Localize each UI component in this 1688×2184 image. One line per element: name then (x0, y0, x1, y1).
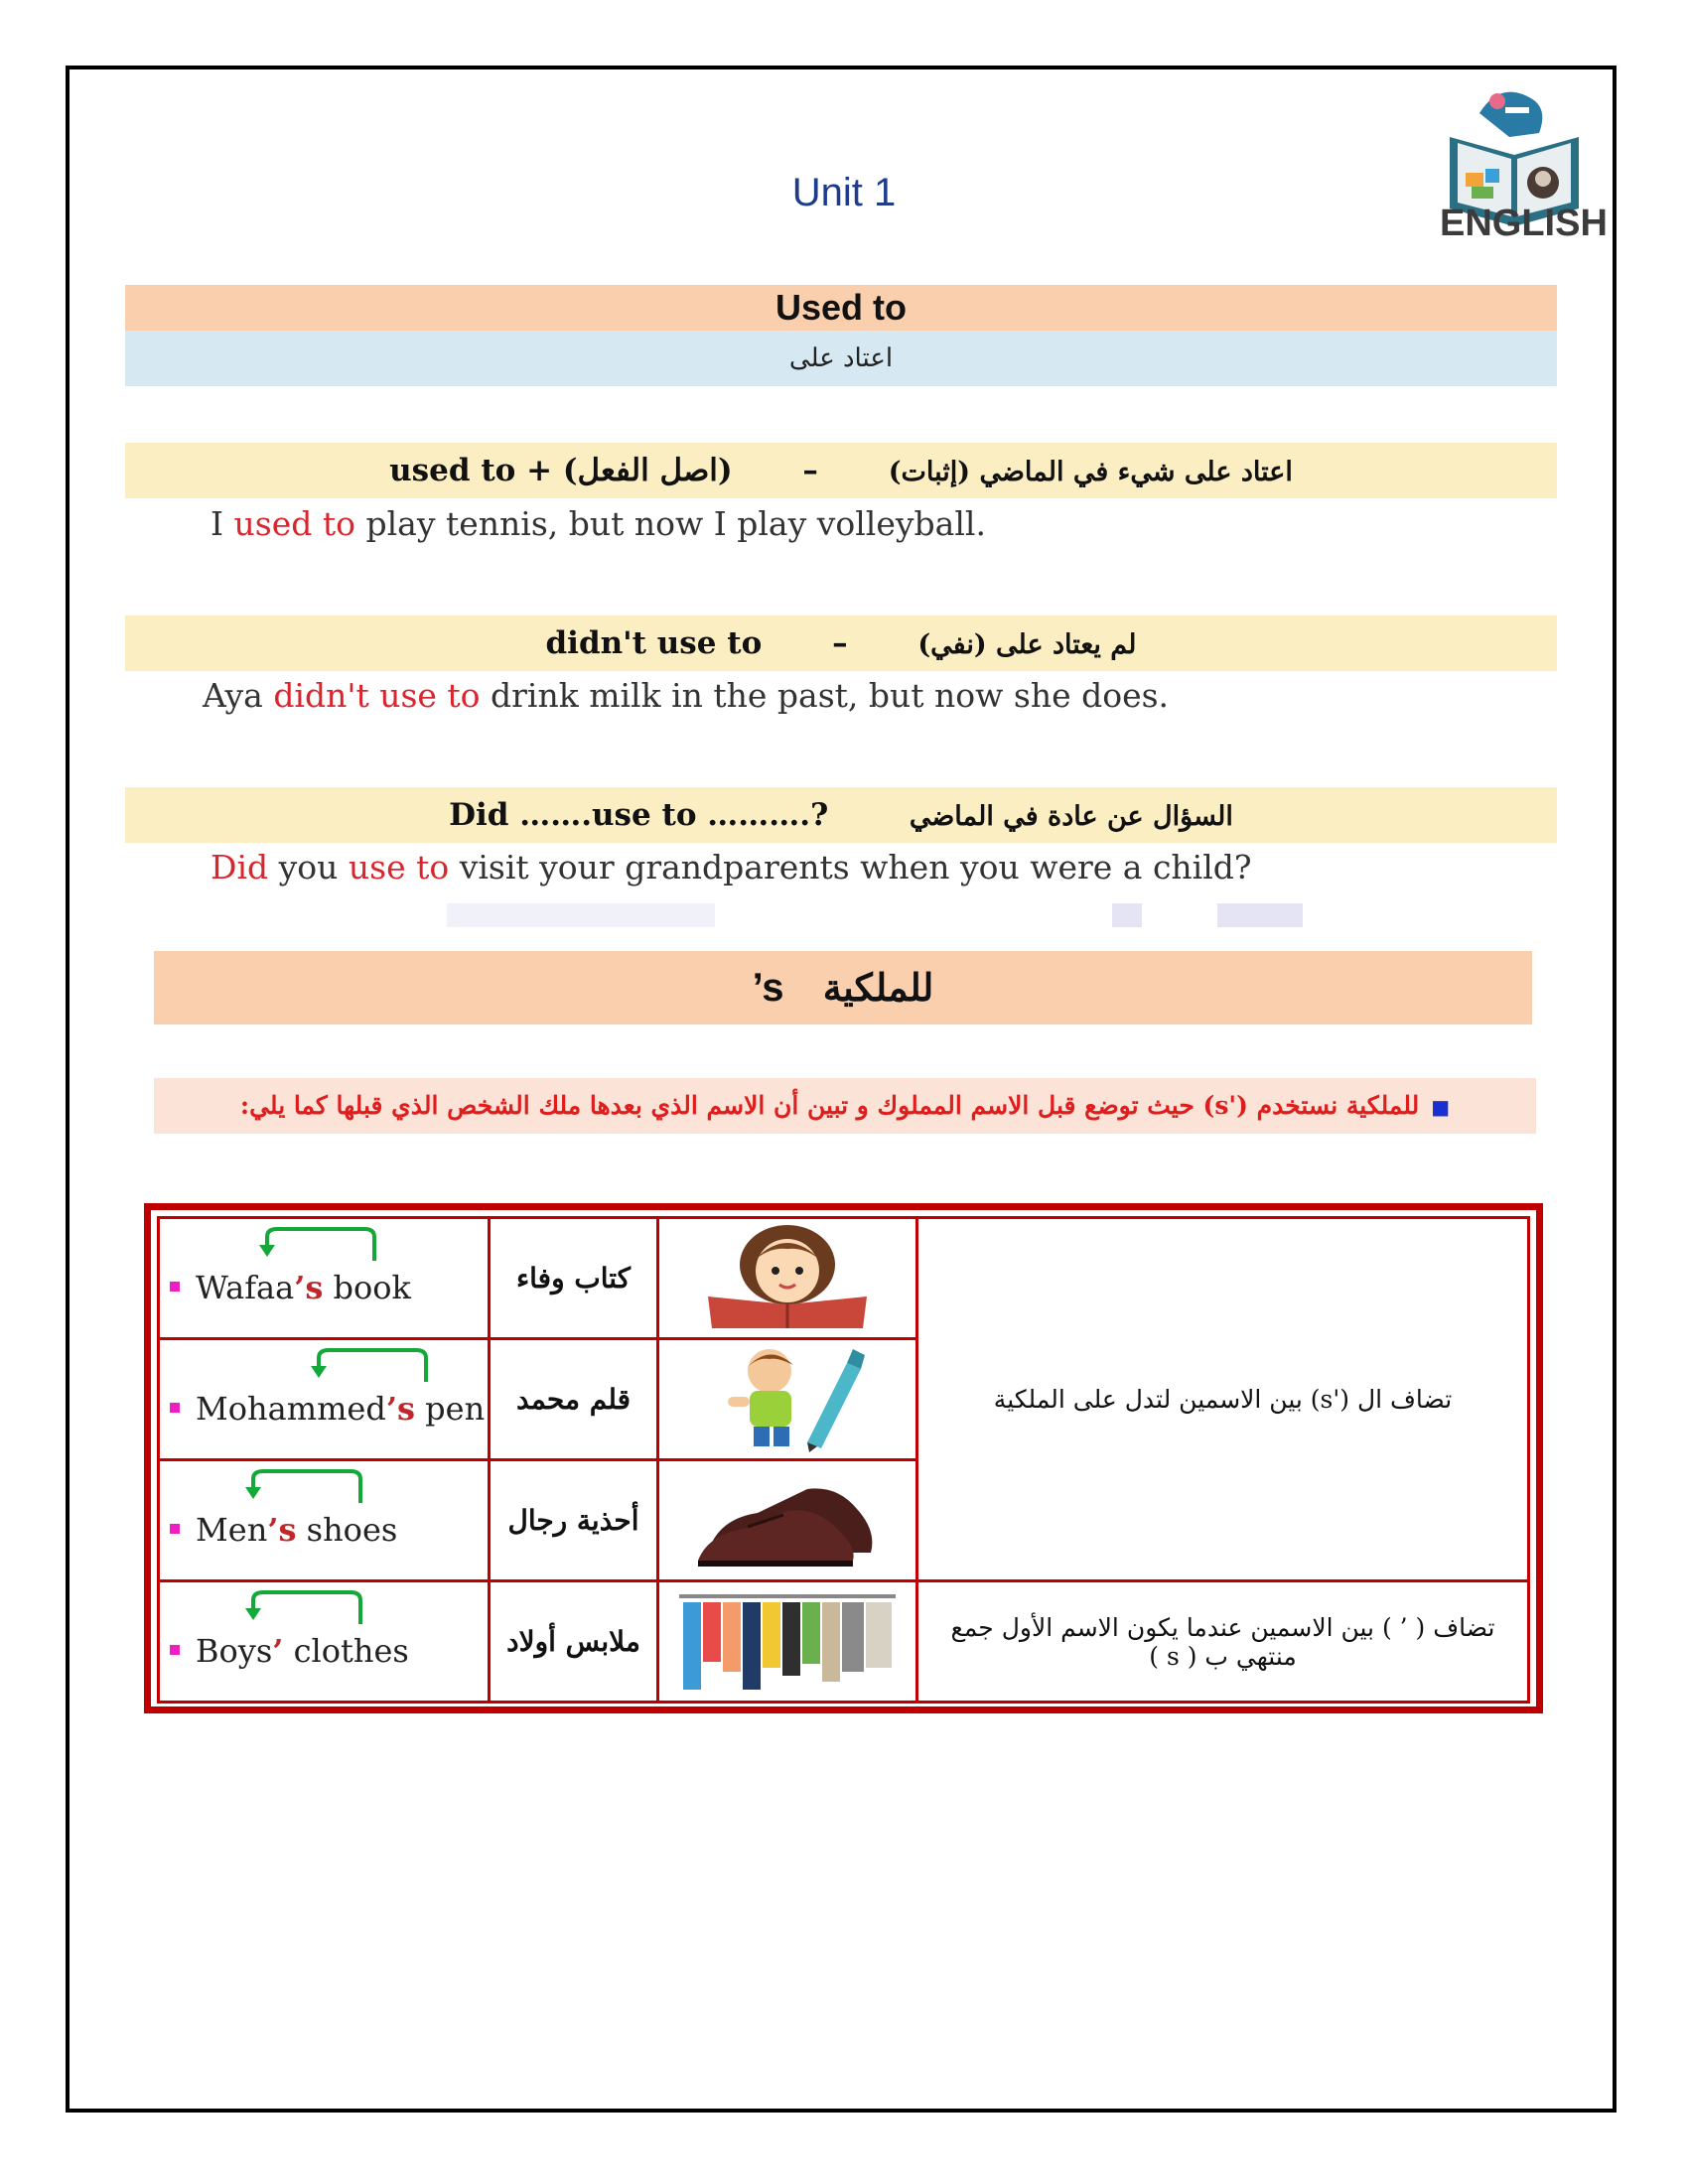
used-to-title-ar: اعتاد على (125, 331, 1557, 386)
arabic-translation: أحذية رجال (490, 1460, 658, 1581)
rule-negative (125, 615, 1557, 671)
example-highlight: didn't use to (273, 676, 481, 715)
rule-formula: used to + (اصل الفعل) (389, 453, 733, 488)
possessive-title (154, 951, 1532, 1024)
example-affirmative (211, 504, 986, 543)
rule-affirmative (125, 443, 1557, 498)
owner-text: Wafaa (196, 1268, 295, 1306)
thing-text: shoes (296, 1510, 398, 1549)
arabic-translation: كتاب وفاء (490, 1218, 658, 1339)
girl-reading-image (658, 1218, 917, 1339)
table-row (159, 1339, 490, 1460)
example-question (211, 848, 1252, 887)
possessive-mark: ’s (267, 1510, 297, 1549)
possessive-note-text: للملكية نستخدم ('s) حيث توضع قبل الاسم المملوك و تبين أن الاسم الذي بعدها ملك الشخص الذي قبلها كما يلي: (239, 1091, 1420, 1120)
owner-text: Mohammed (196, 1389, 386, 1428)
logo-text: ENGLISH (1440, 203, 1608, 244)
possessive-mark: ’s (294, 1268, 324, 1306)
rule-dash: – (832, 625, 848, 661)
possessive-note (154, 1078, 1536, 1134)
curved-arrow-icon (241, 1467, 370, 1507)
watermark-strip (1217, 903, 1303, 927)
curved-arrow-icon (255, 1225, 384, 1265)
rule-singular: تضاف ال ('s) بين الاسمين لتدل على الملكية (917, 1218, 1529, 1581)
table-row (159, 1581, 490, 1703)
table-row (159, 1460, 490, 1581)
shoes-image (658, 1460, 917, 1581)
example-highlight: Did (211, 848, 269, 887)
example-text: drink milk in the past, but now she does. (480, 676, 1170, 715)
owner-text: Boys (196, 1631, 273, 1670)
rule-formula: Did …….use to ……….? (449, 797, 829, 833)
watermark-strip (1112, 903, 1142, 927)
rule-meaning-ar: اعتاد على شيء في الماضي (إثبات) (888, 457, 1293, 487)
possessive-mark: ’ (272, 1631, 284, 1670)
thing-text: pen (414, 1389, 486, 1428)
used-to-title: Used to (125, 285, 1557, 331)
bullet-icon: ■ (1431, 1095, 1451, 1119)
watermark-strip (447, 903, 715, 927)
possessive-title-s: ’s (752, 966, 784, 1010)
thing-text: book (323, 1268, 411, 1306)
clothes-rack-image (658, 1581, 917, 1703)
possessive-mark: ’s (385, 1389, 415, 1428)
example-text: Aya (203, 676, 274, 715)
curved-arrow-icon (241, 1588, 370, 1628)
possessive-table (144, 1203, 1543, 1713)
owner-text: Men (196, 1510, 268, 1549)
arabic-translation: قلم محمد (490, 1339, 658, 1460)
rule-question (125, 787, 1557, 843)
rule-formula: didn't use to (545, 625, 763, 661)
rule-plural: تضاف ( ’ ) بين الاسمين عندما يكون الاسم الأول جمع منتهي ب ( s ) (917, 1581, 1529, 1703)
example-text: I (211, 504, 234, 543)
example-text: you (268, 848, 349, 887)
possessive-title-ar: للملكية (822, 965, 934, 1010)
rule-meaning-ar: لم يعتاد على (نفي) (917, 629, 1137, 660)
unit-title: Unit 1 (791, 171, 897, 214)
example-negative (203, 676, 1169, 715)
example-highlight: use to (348, 848, 450, 887)
rule-dash: – (802, 453, 818, 488)
table-row (159, 1218, 490, 1339)
curved-arrow-icon (307, 1346, 436, 1386)
boy-with-pen-image (658, 1339, 917, 1460)
arabic-translation: ملابس أولاد (490, 1581, 658, 1703)
example-text: visit your grandparents when you were a child? (449, 848, 1252, 887)
thing-text: clothes (283, 1631, 409, 1670)
example-text: play tennis, but now I play volleyball. (355, 504, 986, 543)
rule-meaning-ar: السؤال عن عادة في الماضي (909, 801, 1233, 832)
example-highlight: used to (233, 504, 355, 543)
